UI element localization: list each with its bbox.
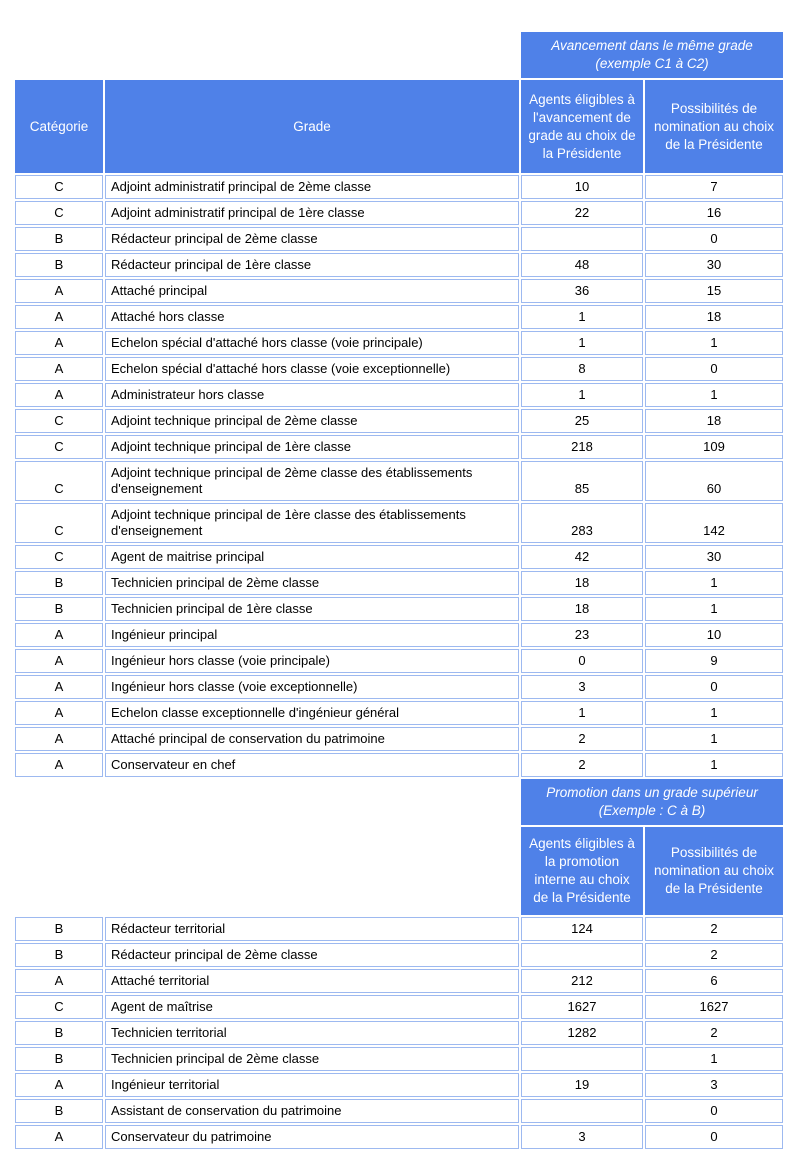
categorie-cell: B [15,571,103,595]
nomination-count-cell: 0 [645,675,783,699]
nomination-count-cell: 18 [645,305,783,329]
categorie-cell: B [15,1021,103,1045]
table-row [15,503,783,543]
grade-cell: Ingénieur hors classe (voie principale) [105,649,519,673]
categorie-cell: C [15,545,103,569]
grade-cell: Adjoint technique principal de 2ème classe des établissements d'enseignement [105,461,519,501]
categorie-cell: B [15,1047,103,1071]
categorie-cell: A [15,623,103,647]
nomination-count-cell: 1 [645,753,783,777]
header-eligible-avancement: Agents éligibles à l'avancement de grade au choix de la Présidente [521,80,643,173]
grade-cell: Ingénieur hors classe (voie exceptionnelle) [105,675,519,699]
nomination-count-cell: 1 [645,331,783,355]
table-row [15,727,783,751]
categorie-cell: B [15,917,103,941]
grade-cell: Echelon spécial d'attaché hors classe (voie principale) [105,331,519,355]
eligible-count-cell: 1 [521,383,643,407]
categorie-cell: C [15,435,103,459]
section2-header-row [15,827,783,915]
eligible-count-cell: 2 [521,727,643,751]
table-row [15,279,783,303]
table-row [15,1073,783,1097]
grade-cell: Technicien principal de 2ème classe [105,1047,519,1071]
categorie-cell: A [15,727,103,751]
categorie-cell: C [15,995,103,1019]
table-row [15,753,783,777]
table-row [15,623,783,647]
grade-cell: Rédacteur principal de 1ère classe [105,253,519,277]
categorie-cell: B [15,597,103,621]
eligible-count-cell: 8 [521,357,643,381]
eligible-count-cell: 218 [521,435,643,459]
grade-cell: Administrateur hors classe [105,383,519,407]
table-row [15,943,783,967]
grade-cell: Attaché principal de conservation du patrimoine [105,727,519,751]
table-row [15,571,783,595]
nomination-count-cell: 0 [645,1125,783,1149]
categorie-cell: C [15,503,103,543]
table-row [15,969,783,993]
categorie-cell: A [15,1073,103,1097]
grade-cell: Echelon spécial d'attaché hors classe (voie exceptionnelle) [105,357,519,381]
eligible-count-cell: 22 [521,201,643,225]
categorie-cell: A [15,305,103,329]
table-row [15,357,783,381]
title-left-spacer [15,32,519,78]
categorie-cell: A [15,753,103,777]
grade-cell: Adjoint technique principal de 1ère classe des établissements d'enseignement [105,503,519,543]
table-row [15,305,783,329]
grade-cell: Ingénieur territorial [105,1073,519,1097]
grade-cell: Rédacteur principal de 2ème classe [105,943,519,967]
nomination-count-cell: 15 [645,279,783,303]
categorie-cell: A [15,279,103,303]
table-row [15,409,783,433]
eligible-count-cell: 1282 [521,1021,643,1045]
section2-title: Promotion dans un grade supérieur (Exemple : C à B) [521,779,783,825]
categorie-cell: C [15,409,103,433]
eligible-count-cell: 85 [521,461,643,501]
section2-body [15,917,783,1149]
nomination-count-cell: 60 [645,461,783,501]
categorie-cell: B [15,1099,103,1123]
table-row [15,383,783,407]
grade-cell: Assistant de conservation du patrimoine [105,1099,519,1123]
table-row [15,461,783,501]
grade-cell: Echelon classe exceptionnelle d'ingénieur général [105,701,519,725]
nomination-count-cell: 9 [645,649,783,673]
nomination-count-cell: 1 [645,727,783,751]
categorie-cell: A [15,1125,103,1149]
grade-cell: Attaché hors classe [105,305,519,329]
eligible-count-cell: 10 [521,175,643,199]
eligible-count-cell: 18 [521,571,643,595]
categorie-cell: B [15,943,103,967]
table-row [15,1021,783,1045]
eligible-count-cell: 3 [521,1125,643,1149]
eligible-count-cell [521,1099,643,1123]
categorie-cell: A [15,701,103,725]
section1-title-row [15,32,783,78]
section2-title-row [15,779,783,825]
grade-cell: Adjoint technique principal de 2ème classe [105,409,519,433]
nomination-count-cell: 2 [645,917,783,941]
categorie-cell: A [15,969,103,993]
eligible-count-cell: 1 [521,701,643,725]
eligible-count-cell: 283 [521,503,643,543]
categorie-cell: A [15,383,103,407]
header-grade: Grade [105,80,519,173]
header-eligible-promotion: Agents éligibles à la promotion interne au choix de la Présidente [521,827,643,915]
table-row [15,253,783,277]
table-row [15,331,783,355]
eligible-count-cell: 18 [521,597,643,621]
eligible-count-cell: 124 [521,917,643,941]
eligible-count-cell: 3 [521,675,643,699]
grade-cell: Agent de maitrise principal [105,545,519,569]
table-row [15,227,783,251]
nomination-count-cell: 30 [645,253,783,277]
eligible-count-cell: 48 [521,253,643,277]
nomination-count-cell: 1 [645,1047,783,1071]
nomination-count-cell: 10 [645,623,783,647]
nomination-count-cell: 1 [645,571,783,595]
header-nomination: Possibilités de nomination au choix de la Présidente [645,827,783,915]
eligible-count-cell: 36 [521,279,643,303]
nomination-count-cell: 0 [645,1099,783,1123]
table-row [15,175,783,199]
nomination-count-cell: 0 [645,227,783,251]
header-nomination: Possibilités de nomination au choix de la Présidente [645,80,783,173]
section1-header-row [15,80,783,173]
nomination-count-cell: 6 [645,969,783,993]
eligible-count-cell: 1627 [521,995,643,1019]
eligible-count-cell [521,227,643,251]
nomination-count-cell: 1 [645,701,783,725]
table-row [15,597,783,621]
grade-cell: Technicien principal de 2ème classe [105,571,519,595]
nomination-count-cell: 7 [645,175,783,199]
table-row [15,917,783,941]
eligible-count-cell: 0 [521,649,643,673]
table-row [15,701,783,725]
grade-cell: Adjoint technique principal de 1ère classe [105,435,519,459]
grade-cell: Adjoint administratif principal de 1ère classe [105,201,519,225]
nomination-count-cell: 0 [645,357,783,381]
categorie-cell: C [15,175,103,199]
eligible-count-cell: 23 [521,623,643,647]
categorie-cell: A [15,649,103,673]
section1-title: Avancement dans le même grade (exemple C1 à C2) [521,32,783,78]
categorie-cell: A [15,331,103,355]
table-row [15,201,783,225]
table-row [15,545,783,569]
nomination-count-cell: 142 [645,503,783,543]
categorie-cell: A [15,675,103,699]
nomination-count-cell: 109 [645,435,783,459]
eligible-count-cell: 1 [521,331,643,355]
table-row [15,1099,783,1123]
nomination-count-cell: 1627 [645,995,783,1019]
header-left-spacer [15,827,519,915]
table-row [15,435,783,459]
section1-body [15,175,783,777]
grade-cell: Adjoint administratif principal de 2ème classe [105,175,519,199]
table-row [15,1125,783,1149]
eligible-count-cell: 25 [521,409,643,433]
grade-cell: Attaché territorial [105,969,519,993]
nomination-count-cell: 30 [645,545,783,569]
grade-cell: Conservateur du patrimoine [105,1125,519,1149]
nomination-count-cell: 1 [645,383,783,407]
categorie-cell: A [15,357,103,381]
nomination-count-cell: 16 [645,201,783,225]
table-row [15,995,783,1019]
eligible-count-cell [521,1047,643,1071]
grades-table [13,30,785,1151]
table-row [15,649,783,673]
eligible-count-cell: 19 [521,1073,643,1097]
header-categorie: Catégorie [15,80,103,173]
categorie-cell: B [15,227,103,251]
grade-cell: Technicien territorial [105,1021,519,1045]
nomination-count-cell: 2 [645,943,783,967]
grade-cell: Rédacteur territorial [105,917,519,941]
categorie-cell: C [15,201,103,225]
grade-cell: Ingénieur principal [105,623,519,647]
nomination-count-cell: 2 [645,1021,783,1045]
grade-cell: Conservateur en chef [105,753,519,777]
eligible-count-cell: 42 [521,545,643,569]
eligible-count-cell: 1 [521,305,643,329]
title-left-spacer [15,779,519,825]
grade-cell: Technicien principal de 1ère classe [105,597,519,621]
grade-cell: Agent de maîtrise [105,995,519,1019]
eligible-count-cell [521,943,643,967]
nomination-count-cell: 3 [645,1073,783,1097]
nomination-count-cell: 1 [645,597,783,621]
grade-cell: Rédacteur principal de 2ème classe [105,227,519,251]
nomination-count-cell: 18 [645,409,783,433]
grade-cell: Attaché principal [105,279,519,303]
table-row [15,1047,783,1071]
categorie-cell: C [15,461,103,501]
eligible-count-cell: 212 [521,969,643,993]
categorie-cell: B [15,253,103,277]
eligible-count-cell: 2 [521,753,643,777]
table-row [15,675,783,699]
